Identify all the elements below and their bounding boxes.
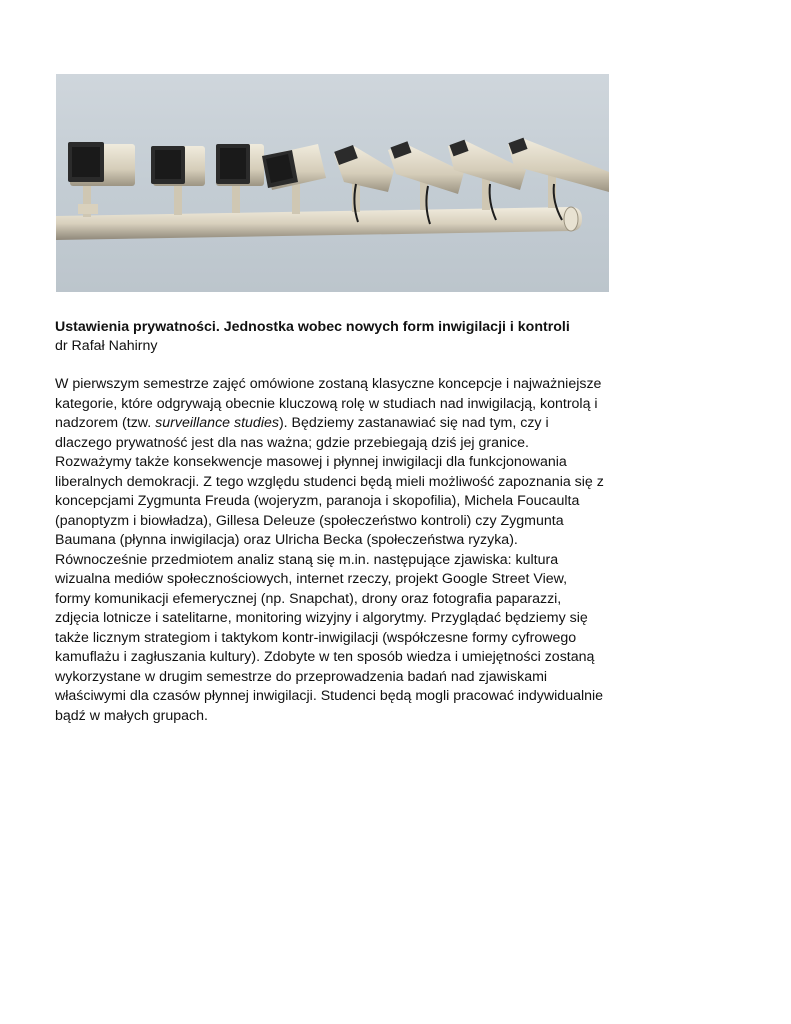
description-line: także licznym strategiom i taktykom kontr-inwigilacji (współczesne formy cyfrowego — [55, 629, 577, 646]
description-line: Baumana (płynna inwigilacja) oraz Ulricha Becka (społeczeństwa ryzyka). — [55, 532, 518, 548]
camera-3 — [216, 144, 264, 213]
description-line: bądź w małych grupach. — [55, 707, 208, 724]
description-line: kategorie, które odgrywają obecnie kluczową rolę w studiach nad inwigilacją, kontrolą i — [55, 395, 598, 412]
mounting-pole — [56, 207, 582, 240]
description-line: dlaczego prywatność jest dla nas ważna; gdzie przebiegają dziś jej granice. — [55, 434, 529, 451]
surveillance-cameras-photo — [56, 74, 609, 292]
description-line: nadzorem (tzw. surveillance studies). Będziemy zastanawiać się nad tym, czy i — [55, 415, 549, 431]
course-title: Ustawienia prywatności. Jednostka wobec nowych form inwigilacji i kontroli — [55, 319, 570, 335]
camera-2 — [151, 146, 205, 215]
description-line: liberalnych demokracji. Z tego względu studenci będą mieli możliwość zapoznania się z — [55, 473, 604, 490]
description-line: kamuflażu i zagłuszania kultury). Zdobyte w ten sposób wiedza i umiejętności zostaną — [55, 649, 595, 665]
cameras-illustration — [56, 74, 609, 292]
description-line: (panoptyzm i biowładza), Gillesa Deleuze (społeczeństwo kontroli) czy Zygmunta — [55, 512, 564, 529]
description-line: zdjęcia lotnicze i satelitarne, monitoring wizyjny i algorytmy. Przyglądać będziemy się — [55, 610, 588, 626]
camera-1 — [68, 142, 135, 217]
emphasized-term: surveillance studies — [155, 415, 279, 431]
description-line: wykorzystane w drugim semestrze do przeprowadzenia badań nad zjawiskami — [55, 668, 548, 685]
camera-4 — [262, 144, 326, 214]
description-line: W pierwszym semestrze zajęć omówione zostaną klasyczne koncepcje i najważniejsze — [55, 376, 602, 392]
course-author: dr Rafał Nahirny — [55, 338, 158, 354]
course-description — [55, 375, 615, 726]
description-line: Rozważymy także konsekwencje masowej i płynnej inwigilacji dla funkcjonowania — [55, 454, 567, 470]
description-line: właściwymi dla czasów płynnej inwigilacji. Studenci będą mogli pracować indywidualnie — [55, 688, 604, 704]
description-line: formy komunikacji efemerycznej (np. Snapchat), drony oraz fotografia paparazzi, — [55, 590, 562, 607]
description-line: wizualna mediów społecznościowych, internet rzeczy, projekt Google Street View, — [55, 571, 568, 587]
description-line: koncepcjami Zygmunta Freuda (wojeryzm, paranoja i skopofilia), Michela Foucaulta — [55, 493, 580, 509]
description-line: Równocześnie przedmiotem analiz staną się m.in. następujące zjawiska: kultura — [55, 551, 559, 568]
